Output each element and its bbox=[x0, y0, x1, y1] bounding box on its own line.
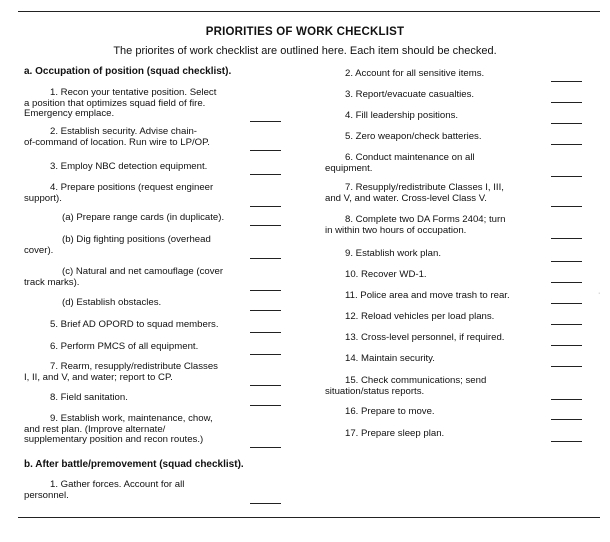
checklist-item bbox=[325, 153, 475, 174]
check-blank[interactable] bbox=[551, 238, 582, 239]
checklist-item bbox=[325, 354, 435, 365]
check-blank[interactable] bbox=[250, 332, 281, 333]
margin-mark: · bbox=[598, 290, 601, 297]
item-line: 8. Field sanitation. bbox=[50, 392, 128, 403]
item-line: (b) Dig fighting positions (overhead bbox=[62, 234, 211, 245]
checklist-item bbox=[24, 183, 213, 204]
item-line: 1. Recon your tentative position. Select bbox=[50, 87, 217, 98]
item-line: 2. Account for all sensitive items. bbox=[345, 68, 485, 79]
item-line: 15. Check communications; send bbox=[345, 375, 487, 386]
item-line: 10. Recover WD-1. bbox=[345, 269, 427, 280]
item-line: 9. Establish work, maintenance, chow, bbox=[50, 413, 213, 424]
item-line: (c) Natural and net camouflage (cover bbox=[62, 266, 224, 277]
item-line: situation/status reports. bbox=[325, 385, 425, 397]
item-line: Emergency emplace. bbox=[24, 108, 115, 119]
checklist-item bbox=[24, 362, 218, 383]
checklist-item bbox=[325, 111, 458, 122]
check-blank[interactable] bbox=[551, 81, 582, 82]
section-heading bbox=[24, 67, 231, 78]
checklist-item bbox=[325, 183, 504, 204]
checklist-item bbox=[24, 298, 161, 309]
checklist-item bbox=[24, 88, 216, 120]
item-line: b. After battle/premovement (squad checklist). bbox=[24, 459, 244, 470]
checklist-item bbox=[325, 249, 441, 260]
item-line: 5. Zero weapon/check batteries. bbox=[345, 131, 482, 142]
check-blank[interactable] bbox=[551, 102, 582, 103]
check-blank[interactable] bbox=[551, 282, 582, 283]
check-blank[interactable] bbox=[551, 345, 582, 346]
checklist-item bbox=[325, 333, 504, 344]
check-blank[interactable] bbox=[551, 366, 582, 367]
checklist-item bbox=[325, 132, 482, 143]
item-line: 4. Prepare positions (request engineer bbox=[50, 182, 214, 193]
item-line: supplementary position and recon routes.) bbox=[24, 434, 204, 445]
item-line: support). bbox=[24, 192, 62, 204]
check-blank[interactable] bbox=[250, 447, 281, 448]
item-line: 14. Maintain security. bbox=[345, 353, 435, 364]
item-line: 12. Reload vehicles per load plans. bbox=[345, 311, 495, 322]
item-line: (a) Prepare range cards (in duplicate). bbox=[62, 212, 225, 223]
checklist-item bbox=[24, 320, 219, 331]
item-line: (d) Establish obstacles. bbox=[62, 297, 162, 308]
checklist-item bbox=[24, 342, 198, 353]
item-line: equipment. bbox=[325, 162, 373, 174]
check-blank[interactable] bbox=[551, 176, 582, 177]
item-line: 11. Police area and move trash to rear. bbox=[345, 290, 510, 301]
top-rule bbox=[18, 11, 600, 12]
checklist-item bbox=[24, 480, 184, 501]
page-title: PRIORITIES OF WORK CHECKLIST bbox=[205, 26, 405, 38]
item-line: in within two hours of occupation. bbox=[325, 224, 467, 236]
item-line: 13. Cross-level personnel, if required. bbox=[345, 332, 505, 343]
check-blank[interactable] bbox=[551, 419, 582, 420]
check-blank[interactable] bbox=[551, 324, 582, 325]
check-blank[interactable] bbox=[250, 225, 281, 226]
check-blank[interactable] bbox=[551, 123, 582, 124]
intro-text: The priorites of work checklist are outlined here. Each item should be checked. bbox=[113, 45, 497, 57]
checklist-item bbox=[325, 429, 444, 440]
section-heading bbox=[24, 460, 244, 471]
item-line: 6. Conduct maintenance on all bbox=[345, 152, 475, 163]
item-line: 17. Prepare sleep plan. bbox=[345, 428, 445, 439]
item-line: 3. Report/evacuate casualties. bbox=[345, 89, 475, 100]
item-line: 7. Resupply/redistribute Classes I, III, bbox=[345, 182, 504, 193]
checklist-item bbox=[24, 127, 210, 148]
checklist-item bbox=[24, 213, 224, 224]
checklist-item bbox=[24, 162, 207, 173]
checklist-item bbox=[325, 90, 474, 101]
checklist-item bbox=[24, 235, 211, 256]
item-line: I, II, and V, and water; report to CP. bbox=[24, 371, 173, 383]
checklist-item bbox=[325, 312, 494, 323]
item-line: and V, and water. Cross-level Class V. bbox=[325, 192, 487, 204]
bottom-rule bbox=[18, 517, 600, 518]
item-line: 5. Brief AD OPORD to squad members. bbox=[50, 319, 219, 330]
check-blank[interactable] bbox=[250, 258, 281, 259]
item-line: 16. Prepare to move. bbox=[345, 406, 435, 417]
item-line: 4. Fill leadership positions. bbox=[345, 110, 459, 121]
check-blank[interactable] bbox=[250, 385, 281, 386]
item-line: personnel. bbox=[24, 489, 69, 501]
checklist-item bbox=[24, 267, 223, 288]
item-line: 1. Gather forces. Account for all bbox=[50, 479, 185, 490]
item-line: cover). bbox=[24, 244, 54, 256]
check-blank[interactable] bbox=[250, 174, 281, 175]
check-blank[interactable] bbox=[551, 206, 582, 207]
item-line: a. Occupation of position (squad checklist). bbox=[24, 66, 232, 77]
item-line: 8. Complete two DA Forms 2404; turn bbox=[345, 214, 506, 225]
checklist-item bbox=[325, 407, 435, 418]
check-blank[interactable] bbox=[551, 303, 582, 304]
check-blank[interactable] bbox=[250, 121, 281, 122]
item-line: 6. Perform PMCS of all equipment. bbox=[50, 341, 199, 352]
check-blank[interactable] bbox=[551, 261, 582, 262]
item-line: a position that optimizes squad field of fire. bbox=[24, 97, 206, 109]
check-blank[interactable] bbox=[551, 144, 582, 145]
checklist-item bbox=[325, 291, 510, 302]
item-line: 2. Establish security. Advise chain- bbox=[50, 126, 197, 137]
check-blank[interactable] bbox=[250, 206, 281, 207]
checklist-item bbox=[24, 414, 213, 446]
check-blank[interactable] bbox=[551, 441, 582, 442]
check-blank[interactable] bbox=[551, 399, 582, 400]
check-blank[interactable] bbox=[250, 310, 281, 311]
check-blank[interactable] bbox=[250, 503, 281, 504]
item-line: 3. Employ NBC detection equipment. bbox=[50, 161, 208, 172]
checklist-item bbox=[325, 270, 427, 281]
check-blank[interactable] bbox=[250, 405, 281, 406]
item-line: of-command of location. Run wire to LP/OP. bbox=[24, 136, 210, 148]
item-line: 7. Rearm, resupply/redistribute Classes bbox=[50, 361, 218, 372]
item-line: 9. Establish work plan. bbox=[345, 248, 441, 259]
checklist-item bbox=[325, 376, 486, 397]
check-blank[interactable] bbox=[250, 150, 281, 151]
checklist-item bbox=[24, 393, 128, 404]
item-line: track marks). bbox=[24, 276, 80, 288]
checklist-item bbox=[325, 215, 506, 236]
item-line: and rest plan. (Improve alternate/ bbox=[24, 423, 166, 435]
checklist-item bbox=[325, 69, 484, 80]
check-blank[interactable] bbox=[250, 290, 281, 291]
check-blank[interactable] bbox=[250, 354, 281, 355]
